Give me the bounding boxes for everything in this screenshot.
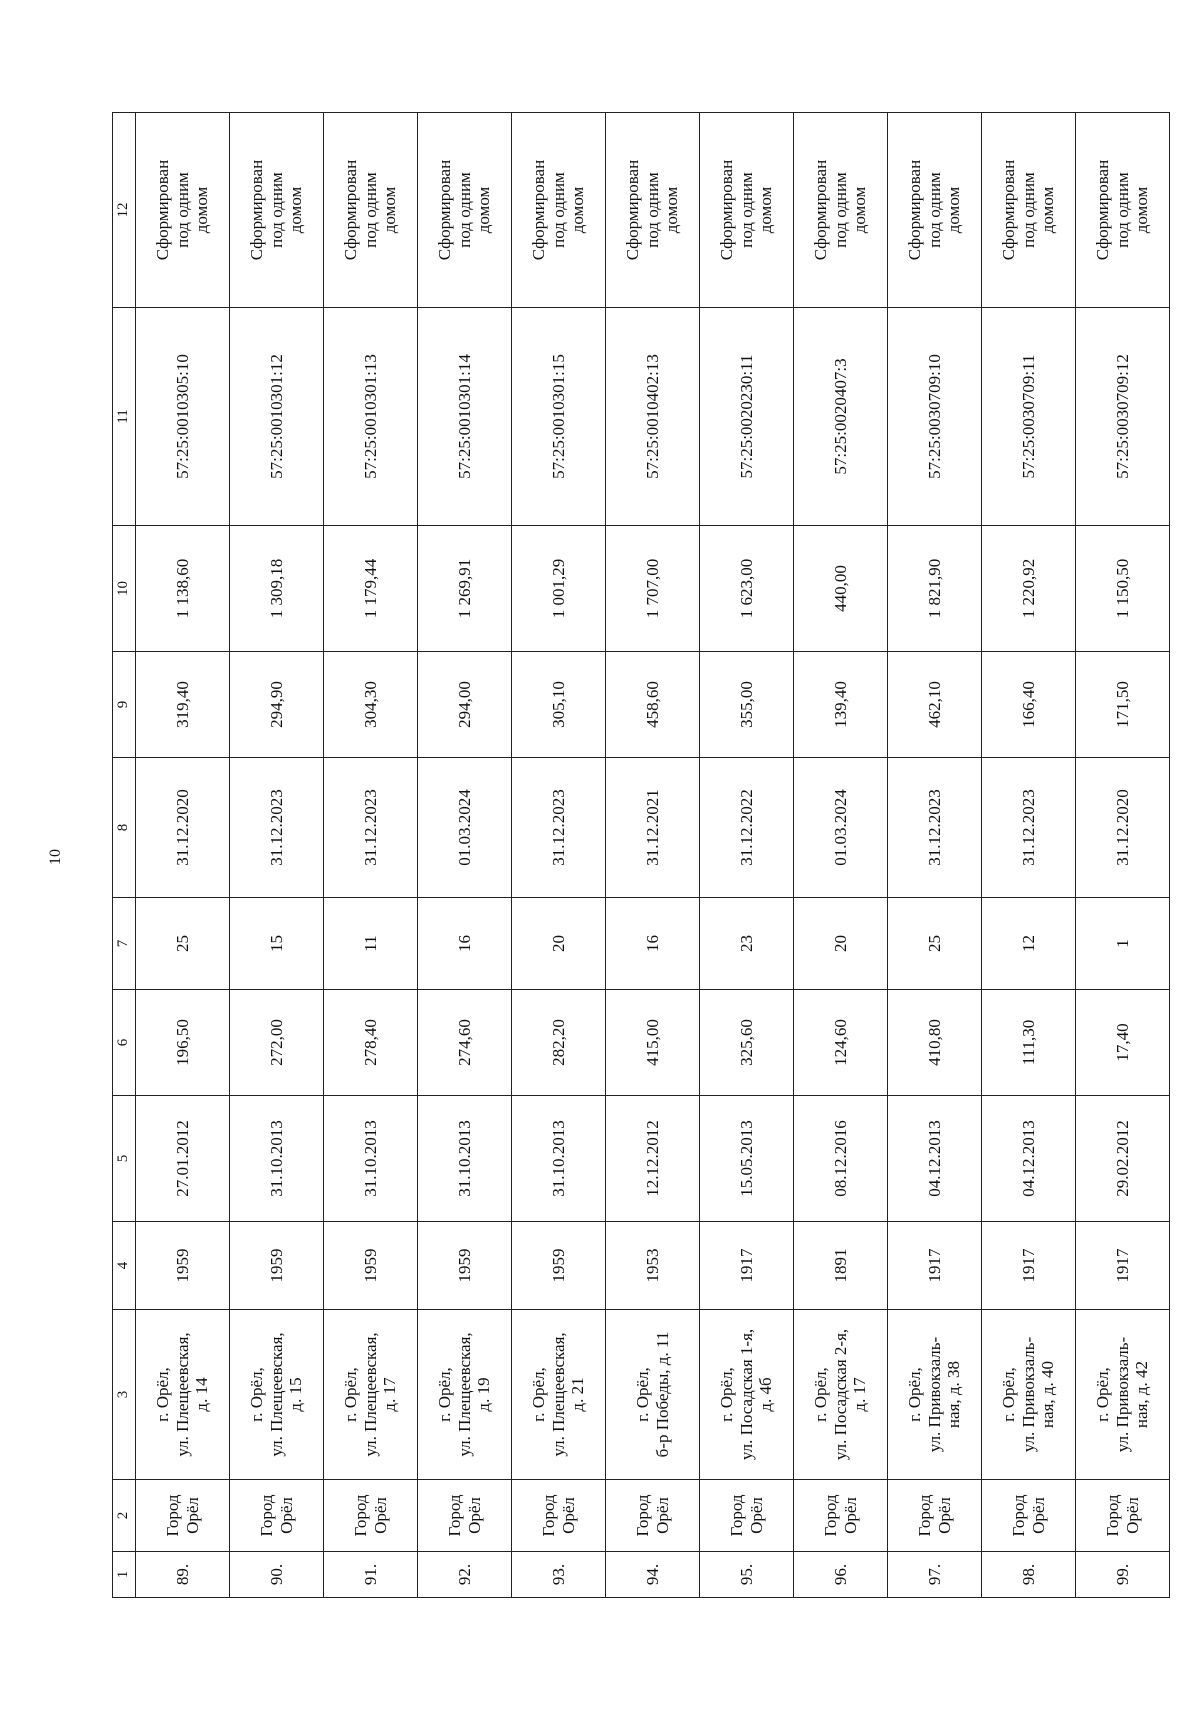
row-number-cell: 91. [324, 1552, 418, 1598]
land-area-cell: 1 623,00 [700, 526, 794, 652]
page-number: 10 [47, 849, 64, 865]
municipality-cell-line: Город [444, 1494, 464, 1537]
municipality-cell-line: Город [632, 1494, 652, 1537]
address-cell [888, 1310, 982, 1480]
address-cell [136, 1310, 230, 1480]
recognition-date-cell: 31.10.2013 [230, 1096, 324, 1222]
table-row [794, 113, 888, 1598]
land-status-cell-line: под одним [830, 172, 850, 248]
address-cell-line: ул. Посадская 1-я, [736, 1328, 756, 1461]
municipality-cell-line: Город [350, 1494, 370, 1537]
residents-count-cell: 20 [794, 898, 888, 990]
municipality-cell-line: Орёл [934, 1497, 954, 1534]
year-built-cell: 1891 [794, 1222, 888, 1310]
area-cell: 111,30 [982, 990, 1076, 1096]
land-status-cell [512, 113, 606, 308]
address-cell-line: д. 15 [286, 1377, 306, 1412]
municipality-cell-line: Орёл [840, 1497, 860, 1534]
table-row [982, 113, 1076, 1598]
land-status-cell-line: под одним [642, 172, 662, 248]
land-status-cell [888, 113, 982, 308]
land-status-cell-line: Сформирован [999, 159, 1019, 261]
land-status-cell-line: домом [944, 186, 964, 234]
land-status-cell-line: под одним [548, 172, 568, 248]
recognition-date-cell: 31.10.2013 [418, 1096, 512, 1222]
planned-date-cell: 01.03.2024 [418, 758, 512, 898]
table-body [136, 113, 1170, 1598]
row-number-cell: 94. [606, 1552, 700, 1598]
municipality-cell [1076, 1480, 1170, 1552]
recognition-date-cell: 27.01.2012 [136, 1096, 230, 1222]
table-row [512, 113, 606, 1598]
land-status-cell [324, 113, 418, 308]
address-cell-line: г. Орёл, [153, 1367, 173, 1422]
address-cell [982, 1310, 1076, 1480]
address-cell [324, 1310, 418, 1480]
cadastral-number-cell: 57:25:0010305:10 [136, 308, 230, 526]
year-built-cell: 1959 [136, 1222, 230, 1310]
land-area-cell: 1 707,00 [606, 526, 700, 652]
land-area-cell: 1 179,44 [324, 526, 418, 652]
municipality-cell-line: Орёл [182, 1497, 202, 1534]
municipality-cell [418, 1480, 512, 1552]
land-status-cell-line: под одним [1018, 172, 1038, 248]
area-cell: 282,20 [512, 990, 606, 1096]
municipality-cell-line: Город [1102, 1494, 1122, 1537]
planned-date-cell: 31.12.2023 [324, 758, 418, 898]
land-status-cell-line: Сформирован [435, 159, 455, 261]
planned-date-cell: 31.12.2023 [230, 758, 324, 898]
planned-date-cell: 31.12.2020 [1076, 758, 1170, 898]
address-cell-line: г. Орёл, [435, 1367, 455, 1422]
municipality-cell-line: Город [538, 1494, 558, 1537]
residents-count-cell: 1 [1076, 898, 1170, 990]
column-number: 12 [113, 113, 136, 308]
table-row [888, 113, 982, 1598]
recognition-date-cell: 15.05.2013 [700, 1096, 794, 1222]
land-status-cell-line: Сформирован [529, 159, 549, 261]
column-number: 8 [113, 758, 136, 898]
land-status-cell-line: под одним [736, 172, 756, 248]
table-row [418, 113, 512, 1598]
land-status-cell [700, 113, 794, 308]
address-cell-line: г. Орёл, [905, 1367, 925, 1422]
row-number-cell: 99. [1076, 1552, 1170, 1598]
cadastral-number-cell: 57:25:0010301:14 [418, 308, 512, 526]
address-cell-line: ул. Привокзаль- [1112, 1336, 1132, 1453]
address-cell-line: г. Орёл, [529, 1367, 549, 1422]
land-status-cell-line: под одним [172, 172, 192, 248]
land-area-cell: 1 309,18 [230, 526, 324, 652]
table-container [112, 113, 1152, 1598]
municipality-cell [982, 1480, 1076, 1552]
land-status-cell-line: под одним [1112, 172, 1132, 248]
land-status-cell-line: домом [756, 186, 776, 234]
cadastral-number-cell: 57:25:0010301:15 [512, 308, 606, 526]
total-area-cell: 294,00 [418, 652, 512, 758]
year-built-cell: 1917 [1076, 1222, 1170, 1310]
column-number: 2 [113, 1480, 136, 1552]
planned-date-cell: 31.12.2021 [606, 758, 700, 898]
column-number: 11 [113, 308, 136, 526]
land-status-cell-line: под одним [266, 172, 286, 248]
land-status-cell-line: под одним [360, 172, 380, 248]
municipality-cell-line: Город [162, 1494, 182, 1537]
table-row [700, 113, 794, 1598]
address-cell-line: д. 19 [474, 1377, 494, 1412]
municipality-cell-line: Орёл [370, 1497, 390, 1534]
land-status-cell-line: домом [286, 186, 306, 234]
recognition-date-cell: 31.10.2013 [324, 1096, 418, 1222]
land-status-cell-line: Сформирован [905, 159, 925, 261]
address-cell-line: г. Орёл, [1093, 1367, 1113, 1422]
column-number: 6 [113, 990, 136, 1096]
year-built-cell: 1959 [512, 1222, 606, 1310]
municipality-cell [794, 1480, 888, 1552]
municipality-cell-line: Орёл [746, 1497, 766, 1534]
land-area-cell: 1 150,50 [1076, 526, 1170, 652]
land-status-cell-line: домом [192, 186, 212, 234]
address-cell-line: ная, д. 42 [1132, 1360, 1152, 1429]
land-status-cell-line: Сформирован [717, 159, 737, 261]
land-status-cell-line: домом [474, 186, 494, 234]
row-number-cell: 93. [512, 1552, 606, 1598]
table-row [1076, 113, 1170, 1598]
planned-date-cell: 31.12.2020 [136, 758, 230, 898]
planned-date-cell: 31.12.2023 [888, 758, 982, 898]
cadastral-number-cell: 57:25:0020407:3 [794, 308, 888, 526]
address-cell [700, 1310, 794, 1480]
column-number: 3 [113, 1310, 136, 1480]
municipality-cell-line: Орёл [652, 1497, 672, 1534]
recognition-date-cell: 12.12.2012 [606, 1096, 700, 1222]
land-status-cell-line: Сформирован [247, 159, 267, 261]
address-cell-line: ул. Плещеевская, [172, 1332, 192, 1457]
address-cell-line: г. Орёл, [632, 1367, 652, 1422]
residents-count-cell: 20 [512, 898, 606, 990]
total-area-cell: 305,10 [512, 652, 606, 758]
land-area-cell: 1 138,60 [136, 526, 230, 652]
table-row [230, 113, 324, 1598]
residents-count-cell: 15 [230, 898, 324, 990]
total-area-cell: 171,50 [1076, 652, 1170, 758]
planned-date-cell: 31.12.2023 [512, 758, 606, 898]
column-number: 10 [113, 526, 136, 652]
total-area-cell: 294,90 [230, 652, 324, 758]
year-built-cell: 1959 [230, 1222, 324, 1310]
column-number: 5 [113, 1096, 136, 1222]
land-status-cell [230, 113, 324, 308]
column-number: 4 [113, 1222, 136, 1310]
land-status-cell [982, 113, 1076, 308]
address-cell-line: ул. Плещеевская, [360, 1332, 380, 1457]
residents-count-cell: 23 [700, 898, 794, 990]
address-cell [230, 1310, 324, 1480]
land-status-cell [136, 113, 230, 308]
municipality-cell [136, 1480, 230, 1552]
address-cell-line: г. Орёл, [247, 1367, 267, 1422]
row-number-cell: 92. [418, 1552, 512, 1598]
column-number: 9 [113, 652, 136, 758]
land-status-cell [418, 113, 512, 308]
row-number-cell: 95. [700, 1552, 794, 1598]
municipality-cell-line: Орёл [276, 1497, 296, 1534]
land-status-cell [1076, 113, 1170, 308]
area-cell: 274,60 [418, 990, 512, 1096]
address-cell-line: ул. Плещеевская, [454, 1332, 474, 1457]
address-cell [794, 1310, 888, 1480]
land-area-cell: 1 001,29 [512, 526, 606, 652]
cadastral-number-cell: 57:25:0020230:11 [700, 308, 794, 526]
cadastral-number-cell: 57:25:0030709:10 [888, 308, 982, 526]
address-cell-line: ул. Привокзаль- [1018, 1336, 1038, 1453]
area-cell: 124,60 [794, 990, 888, 1096]
cadastral-number-cell: 57:25:0030709:12 [1076, 308, 1170, 526]
total-area-cell: 139,40 [794, 652, 888, 758]
recognition-date-cell: 29.02.2012 [1076, 1096, 1170, 1222]
municipality-cell-line: Орёл [1028, 1497, 1048, 1534]
address-cell-line: г. Орёл, [999, 1367, 1019, 1422]
land-status-cell-line: домом [850, 186, 870, 234]
address-cell-line: д. 17 [850, 1377, 870, 1412]
area-cell: 17,40 [1076, 990, 1170, 1096]
address-cell [512, 1310, 606, 1480]
area-cell: 272,00 [230, 990, 324, 1096]
land-status-cell-line: Сформирован [623, 159, 643, 261]
municipality-cell-line: Город [914, 1494, 934, 1537]
year-built-cell: 1917 [700, 1222, 794, 1310]
area-cell: 325,60 [700, 990, 794, 1096]
land-status-cell-line: Сформирован [811, 159, 831, 261]
address-cell-line: ная, д. 38 [944, 1360, 964, 1429]
row-number-cell: 90. [230, 1552, 324, 1598]
land-area-cell: 440,00 [794, 526, 888, 652]
row-number-cell: 97. [888, 1552, 982, 1598]
planned-date-cell: 31.12.2023 [982, 758, 1076, 898]
cadastral-number-cell: 57:25:0010402:13 [606, 308, 700, 526]
planned-date-cell: 01.03.2024 [794, 758, 888, 898]
residents-count-cell: 16 [606, 898, 700, 990]
cadastral-number-cell: 57:25:0030709:11 [982, 308, 1076, 526]
recognition-date-cell: 04.12.2013 [982, 1096, 1076, 1222]
address-cell [1076, 1310, 1170, 1480]
column-number: 1 [113, 1552, 136, 1598]
area-cell: 278,40 [324, 990, 418, 1096]
municipality-cell [700, 1480, 794, 1552]
address-cell-line: д. 14 [192, 1377, 212, 1412]
municipality-cell-line: Орёл [558, 1497, 578, 1534]
rotated-table-frame [112, 113, 1152, 1598]
land-status-cell-line: домом [568, 186, 588, 234]
total-area-cell: 166,40 [982, 652, 1076, 758]
land-status-cell-line: домом [1038, 186, 1058, 234]
row-number-cell: 96. [794, 1552, 888, 1598]
row-number-cell: 98. [982, 1552, 1076, 1598]
land-status-cell-line: Сформирован [153, 159, 173, 261]
area-cell: 196,50 [136, 990, 230, 1096]
land-status-cell-line: под одним [924, 172, 944, 248]
municipality-cell-line: Орёл [1122, 1497, 1142, 1534]
table-row [324, 113, 418, 1598]
area-cell: 410,80 [888, 990, 982, 1096]
address-cell-line: ул. Посадская 2-я, [830, 1328, 850, 1461]
land-status-cell-line: домом [1132, 186, 1152, 234]
land-status-cell [606, 113, 700, 308]
address-cell [418, 1310, 512, 1480]
year-built-cell: 1959 [418, 1222, 512, 1310]
land-status-cell [794, 113, 888, 308]
year-built-cell: 1959 [324, 1222, 418, 1310]
recognition-date-cell: 08.12.2016 [794, 1096, 888, 1222]
year-built-cell: 1953 [606, 1222, 700, 1310]
address-cell-line: ул. Плещеевская, [548, 1332, 568, 1457]
total-area-cell: 319,40 [136, 652, 230, 758]
column-number: 7 [113, 898, 136, 990]
address-cell-line: г. Орёл, [811, 1367, 831, 1422]
table-row [606, 113, 700, 1598]
municipality-cell [512, 1480, 606, 1552]
residents-count-cell: 25 [136, 898, 230, 990]
housing-registry-table [112, 112, 1170, 1598]
residents-count-cell: 25 [888, 898, 982, 990]
total-area-cell: 462,10 [888, 652, 982, 758]
address-cell-line: ул. Привокзаль- [924, 1336, 944, 1453]
land-status-cell-line: домом [380, 186, 400, 234]
land-status-cell-line: под одним [454, 172, 474, 248]
cadastral-number-cell: 57:25:0010301:13 [324, 308, 418, 526]
address-cell [606, 1310, 700, 1480]
planned-date-cell: 31.12.2022 [700, 758, 794, 898]
total-area-cell: 458,60 [606, 652, 700, 758]
address-cell-line: г. Орёл, [341, 1367, 361, 1422]
address-cell-line: г. Орёл, [717, 1367, 737, 1422]
land-area-cell: 1 269,91 [418, 526, 512, 652]
municipality-cell [606, 1480, 700, 1552]
row-number-cell: 89. [136, 1552, 230, 1598]
total-area-cell: 304,30 [324, 652, 418, 758]
residents-count-cell: 12 [982, 898, 1076, 990]
recognition-date-cell: 31.10.2013 [512, 1096, 606, 1222]
land-area-cell: 1 821,90 [888, 526, 982, 652]
land-status-cell-line: Сформирован [1093, 159, 1113, 261]
municipality-cell-line: Город [1008, 1494, 1028, 1537]
address-cell-line: д. 17 [380, 1377, 400, 1412]
table-row [136, 113, 230, 1598]
municipality-cell [324, 1480, 418, 1552]
area-cell: 415,00 [606, 990, 700, 1096]
year-built-cell: 1917 [982, 1222, 1076, 1310]
address-cell-line: б-р Победы, д. 11 [652, 1331, 672, 1458]
address-cell-line: ная, д. 40 [1038, 1360, 1058, 1429]
residents-count-cell: 11 [324, 898, 418, 990]
address-cell-line: ул. Плещеевская, [266, 1332, 286, 1457]
address-cell-line: д. 4б [756, 1377, 776, 1412]
municipality-cell [230, 1480, 324, 1552]
residents-count-cell: 16 [418, 898, 512, 990]
land-status-cell-line: Сформирован [341, 159, 361, 261]
municipality-cell [888, 1480, 982, 1552]
cadastral-number-cell: 57:25:0010301:12 [230, 308, 324, 526]
municipality-cell-line: Город [726, 1494, 746, 1537]
year-built-cell: 1917 [888, 1222, 982, 1310]
municipality-cell-line: Город [256, 1494, 276, 1537]
column-number-row [113, 113, 136, 1598]
municipality-cell-line: Орёл [464, 1497, 484, 1534]
recognition-date-cell: 04.12.2013 [888, 1096, 982, 1222]
land-status-cell-line: домом [662, 186, 682, 234]
total-area-cell: 355,00 [700, 652, 794, 758]
address-cell-line: д. 21 [568, 1377, 588, 1412]
municipality-cell-line: Город [820, 1494, 840, 1537]
land-area-cell: 1 220,92 [982, 526, 1076, 652]
